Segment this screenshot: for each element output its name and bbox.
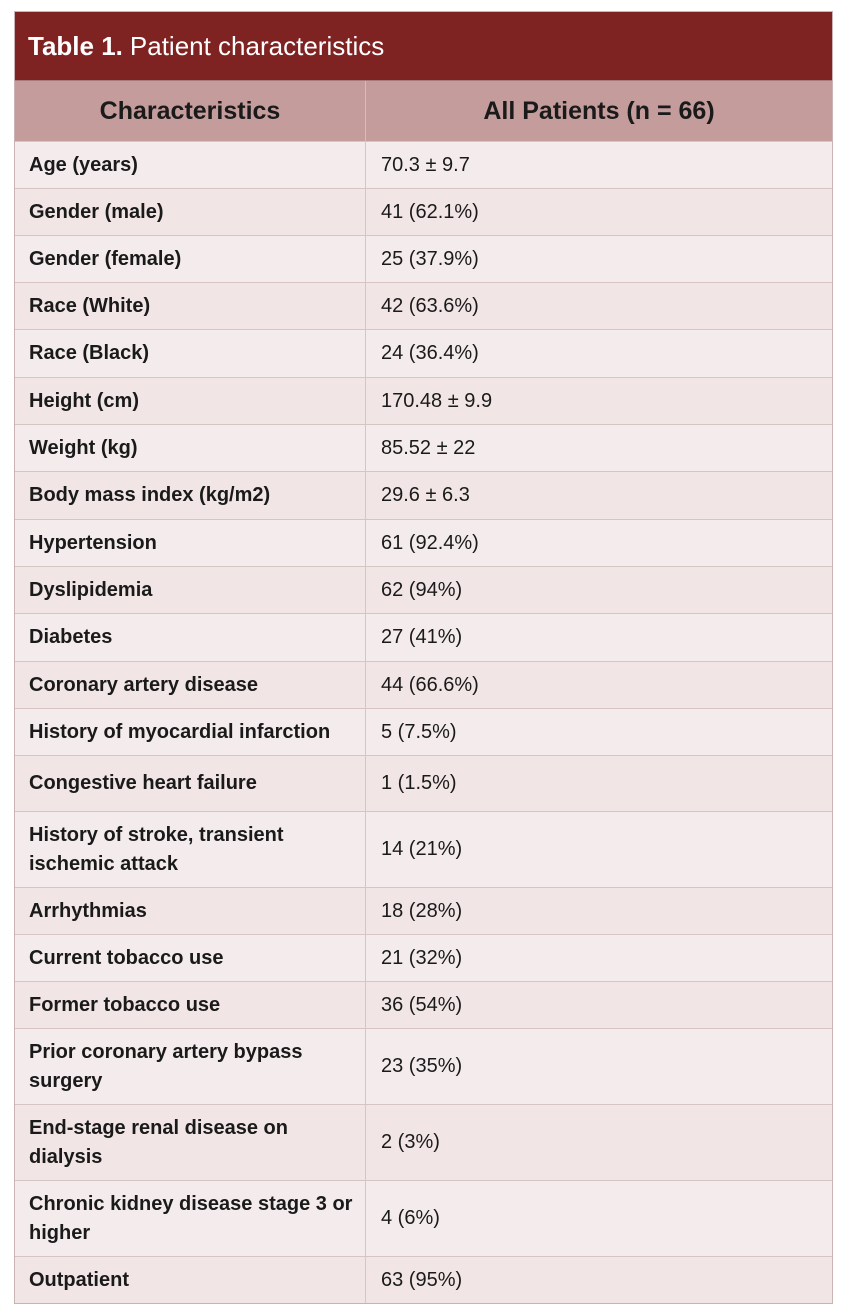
characteristic-value: 14 (21%): [381, 838, 463, 860]
table-title-bar: [15, 12, 832, 80]
characteristic-label: Gender (male): [15, 189, 366, 235]
table-row: [15, 282, 832, 329]
table-row: [15, 188, 832, 235]
characteristic-value: 21 (32%): [381, 946, 463, 969]
table-number: Table 1.: [28, 30, 123, 61]
table-caption: Patient characteristics: [129, 30, 385, 61]
characteristic-value: 63 (95%): [381, 1268, 463, 1291]
characteristic-value: 42 (63.6%): [381, 294, 479, 317]
characteristic-value: 61 (92.4%): [381, 531, 479, 554]
characteristic-label: Chronic kidney disease stage 3 or higher: [15, 1181, 366, 1256]
table-row: [15, 1256, 832, 1303]
characteristic-value: 1 (1.5%): [381, 772, 457, 794]
characteristic-value: 24 (36.4%): [381, 342, 479, 364]
characteristic-value: 5 (7.5%): [381, 720, 457, 743]
table-row: [15, 934, 832, 981]
characteristic-label: Diabetes: [15, 614, 366, 661]
table-row: [15, 755, 832, 811]
characteristic-value: 23 (35%): [381, 1055, 463, 1077]
table-row: [15, 519, 832, 566]
characteristic-value: 41 (62.1%): [381, 200, 479, 223]
table-row: [15, 811, 832, 887]
table-header-row: [15, 80, 832, 141]
table-row: [15, 377, 832, 424]
characteristic-value: 4 (6%): [381, 1207, 440, 1229]
characteristic-label: Congestive heart failure: [15, 756, 366, 811]
characteristic-value: 25 (37.9%): [381, 247, 479, 270]
characteristic-value: 170.48 ± 9.9: [381, 389, 493, 412]
characteristic-value: 62 (94%): [381, 578, 463, 601]
characteristic-label: History of myocardial infarction: [15, 709, 366, 755]
column-header-characteristics: Characteristics: [15, 81, 366, 141]
characteristic-label: History of stroke, transient ischemic attack: [15, 812, 366, 887]
table-row: [15, 613, 832, 661]
characteristic-label: Arrhythmias: [15, 888, 366, 934]
characteristic-value: 2 (3%): [381, 1131, 440, 1153]
characteristic-label: End-stage renal disease on dialysis: [15, 1105, 366, 1180]
table-row: [15, 424, 832, 471]
characteristic-value: 18 (28%): [381, 899, 463, 922]
table-row: [15, 887, 832, 934]
characteristic-value: 29.6 ± 6.3: [381, 484, 470, 506]
characteristic-label: Race (White): [15, 283, 366, 329]
characteristic-label: Dyslipidemia: [15, 567, 366, 613]
patient-characteristics-table: [14, 11, 833, 1304]
characteristic-label: Weight (kg): [15, 425, 366, 471]
characteristic-value: 70.3 ± 9.7: [381, 153, 470, 176]
characteristic-value: 85.52 ± 22: [381, 436, 476, 459]
characteristic-label: Height (cm): [15, 378, 366, 424]
characteristic-label: Current tobacco use: [15, 935, 366, 981]
characteristic-label: Gender (female): [15, 236, 366, 282]
characteristic-label: Outpatient: [15, 1257, 366, 1303]
table-row: [15, 471, 832, 519]
characteristic-value: 27 (41%): [381, 626, 463, 648]
table-row: [15, 1104, 832, 1180]
table-row: [15, 235, 832, 282]
characteristic-label: Prior coronary artery bypass surgery: [15, 1029, 366, 1104]
characteristic-label: Race (Black): [15, 330, 366, 377]
table-row: [15, 661, 832, 708]
table-body: [15, 141, 832, 1303]
table-row: [15, 141, 832, 188]
characteristic-value: 36 (54%): [381, 993, 463, 1016]
characteristic-label: Hypertension: [15, 520, 366, 566]
characteristic-label: Coronary artery disease: [15, 662, 366, 708]
characteristic-label: Age (years): [15, 142, 366, 188]
characteristic-label: Body mass index (kg/m2): [15, 472, 366, 519]
characteristic-label: Former tobacco use: [15, 982, 366, 1028]
characteristic-value: 44 (66.6%): [381, 673, 479, 696]
table-row: [15, 329, 832, 377]
table-row: [15, 566, 832, 613]
table-row: [15, 708, 832, 755]
table-row: [15, 981, 832, 1028]
table-row: [15, 1180, 832, 1256]
column-header-all-patients: All Patients (n = 66): [483, 96, 715, 125]
table-row: [15, 1028, 832, 1104]
